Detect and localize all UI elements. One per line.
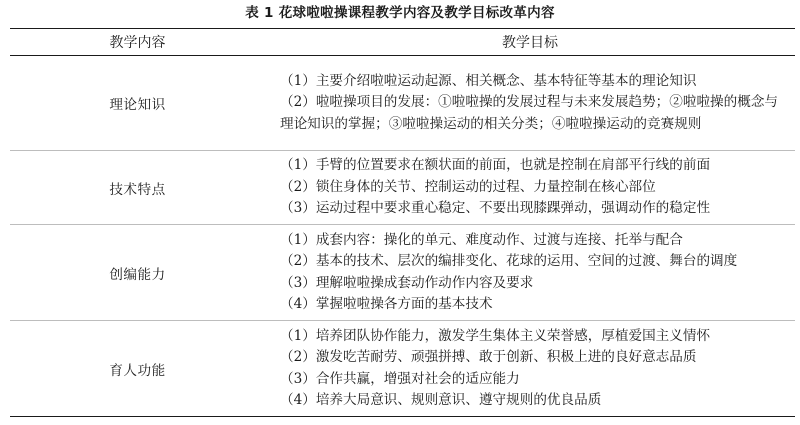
goal-item: （2）锁住身体的关节、控制运动的过程、力量控制在核心部位 <box>280 178 656 195</box>
table-row <box>10 225 795 321</box>
table-row <box>10 56 795 151</box>
goal-item: （3）运动过程中要求重心稳定、不要出现膝踝弹动，强调动作的稳定性 <box>280 200 711 217</box>
category-cell: 育人功能 <box>10 321 265 417</box>
goal-list <box>280 326 791 412</box>
goals-cell <box>265 225 795 321</box>
table-header-row <box>10 29 795 56</box>
goal-item: （2）基本的技术、层次的编排变化、花球的运用、空间的过渡、舞台的调度 <box>280 253 738 269</box>
goal-item: （1）成套内容：操化的单元、难度动作、过渡与连接、托举与配合 <box>280 231 683 248</box>
table-row <box>10 321 795 417</box>
header-teaching-goals: 教学目标 <box>265 29 795 56</box>
goals-cell <box>265 321 795 417</box>
category-cell: 理论知识 <box>109 97 166 113</box>
goal-item: （4）培养大局意识、规则意识、遵守规则的优良品质 <box>280 392 602 408</box>
category-cell: 创编能力 <box>10 225 265 321</box>
goal-item: （2）激发吃苦耐劳、顽强拼搏、敢于创新、积极上进的良好意志品质 <box>280 349 697 365</box>
goal-item: （1）主要介绍啦啦运动起源、相关概念、基本特征等基本的理论知识 <box>280 72 697 89</box>
goals-cell <box>265 151 795 225</box>
goal-item: （1）手臂的位置要求在额状面的前面，也就是控制在肩部平行线的前面 <box>280 157 711 174</box>
goal-item: （3）理解啦啦操成套动作动作内容及要求 <box>280 274 534 291</box>
goal-list <box>280 230 791 316</box>
table-container <box>10 28 795 417</box>
table-caption: 表 1 花球啦啦操课程教学内容及教学目标改革内容 <box>245 5 555 21</box>
goal-item: （4）掌握啦啦操各方面的基本技术 <box>280 296 493 312</box>
goal-list <box>280 71 791 136</box>
category-cell: 技术特点 <box>10 151 265 225</box>
goal-list <box>280 155 791 220</box>
teaching-content-table <box>10 28 795 417</box>
goals-cell <box>265 56 795 151</box>
header-teaching-content: 教学内容 <box>10 29 265 56</box>
table-row <box>10 151 795 225</box>
goal-item: （1）培养团队协作能力，激发学生集体主义荣誉感，厚植爱国主义情怀 <box>280 327 711 344</box>
goal-item: （3）合作共赢，增强对社会的适应能力 <box>280 370 520 387</box>
goal-item: （2）啦啦操项目的发展：①啦啦操的发展过程与未来发展趋势；②啦啦操的概念与理论知识的掌握；③啦啦操运动的相关分类；④啦啦操运动的竞赛规则 <box>280 94 779 132</box>
